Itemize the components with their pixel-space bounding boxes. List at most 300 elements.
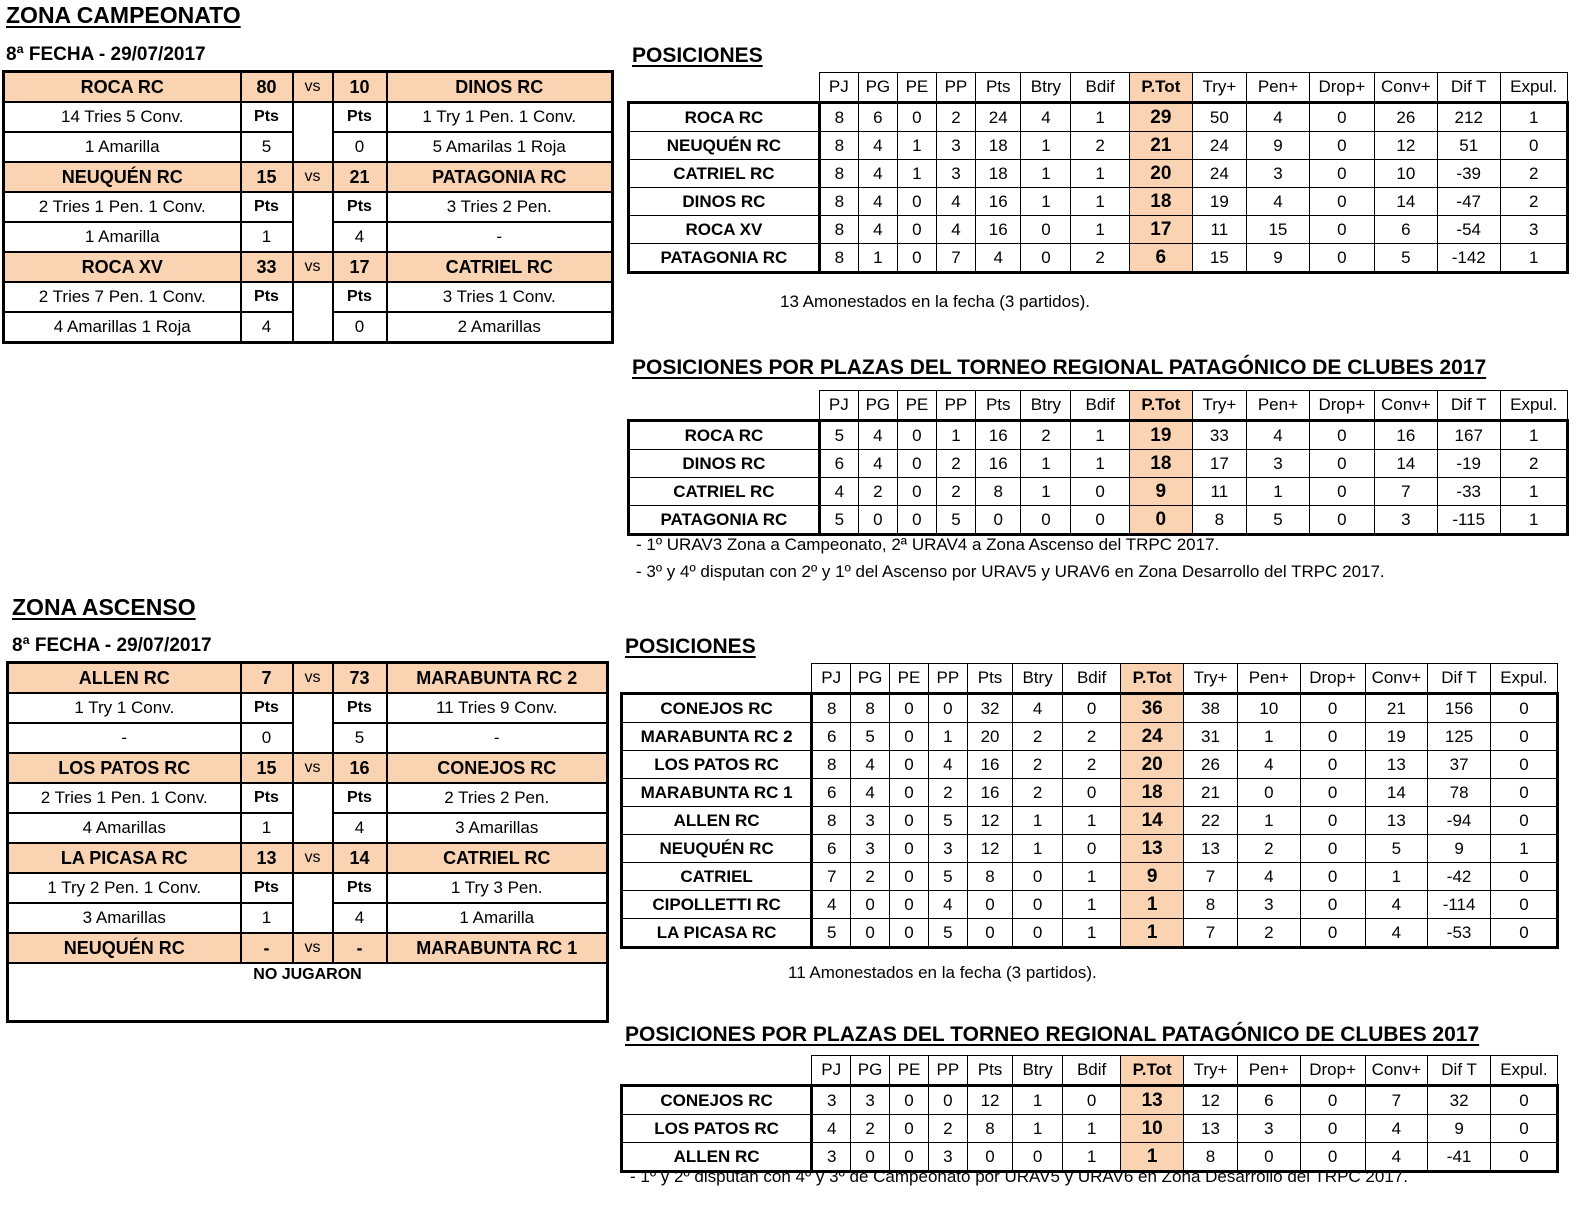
stat-cell: 8 [1183, 1143, 1237, 1172]
column-header: Bdif [1062, 664, 1120, 694]
stat-cell: -53 [1428, 919, 1491, 948]
stat-cell: 0 [1309, 188, 1374, 216]
stat-cell: 4 [851, 751, 890, 779]
stat-cell: 3 [928, 835, 967, 863]
stat-cell: 17 [1192, 450, 1246, 478]
stat-cell: 0 [858, 506, 897, 535]
stat-cell: 1 [1062, 807, 1120, 835]
stat-cell: 15 [1246, 216, 1309, 244]
stat-cell: 125 [1428, 723, 1491, 751]
stat-cell: 0 [1309, 160, 1374, 188]
away-cards: 1 Amarilla [387, 903, 608, 933]
stat-cell: 4 [1365, 1143, 1428, 1172]
stat-cell: 0 [1490, 891, 1557, 919]
stat-cell: -142 [1437, 244, 1500, 273]
stat-cell: 6 [812, 835, 851, 863]
stat-cell: 2 [936, 103, 975, 132]
column-header: Pts [975, 73, 1021, 103]
stat-cell: 4 [1246, 103, 1309, 132]
stat-cell: 10 [1374, 160, 1437, 188]
stat-cell: 10 [1121, 1115, 1184, 1143]
stat-cell: 2 [858, 478, 897, 506]
stat-cell: 13 [1183, 1115, 1237, 1143]
column-header: Try+ [1192, 391, 1246, 421]
column-header: P.Tot [1121, 664, 1184, 694]
stat-cell: 0 [851, 1143, 890, 1172]
stat-cell: 4 [1246, 421, 1309, 450]
team-name: MARABUNTA RC 2 [622, 723, 812, 751]
stat-cell: 16 [975, 216, 1021, 244]
campeonato-fecha: 8ª FECHA - 29/07/2017 [6, 44, 206, 65]
home-score: 15 [241, 162, 293, 192]
stat-cell: 10 [1238, 694, 1301, 723]
header-empty-cell [629, 391, 820, 421]
stat-cell: 13 [1365, 807, 1428, 835]
stat-cell: 13 [1121, 835, 1184, 863]
campeonato-note-2: - 3º y 4º disputan con 2º y 1º del Ascenso por URAV5 y URAV6 en Zona Desarrollo del TRPC 2017. [636, 562, 1385, 581]
stat-cell: 0 [890, 779, 929, 807]
away-cards: - [387, 222, 613, 252]
stat-cell: 2 [928, 779, 967, 807]
standings-row [622, 863, 1558, 891]
team-name: ROCA RC [629, 103, 820, 132]
stat-cell: 0 [890, 1115, 929, 1143]
stat-cell: 0 [1013, 863, 1063, 891]
separator-cell [293, 102, 333, 162]
column-header: Pen+ [1246, 391, 1309, 421]
away-team: DINOS RC [387, 72, 613, 103]
stat-cell: 20 [1129, 160, 1192, 188]
home-cards: - [8, 723, 241, 753]
stat-cell: 0 [1300, 807, 1365, 835]
stat-cell: 13 [1365, 751, 1428, 779]
stat-cell: 1 [1021, 160, 1071, 188]
away-score: 17 [333, 252, 387, 282]
stat-cell: 0 [1309, 478, 1374, 506]
vs-label: vs [293, 252, 333, 282]
stat-cell: 0 [897, 478, 936, 506]
stat-cell: 1 [1121, 919, 1184, 948]
stat-cell: 0 [1062, 1086, 1120, 1115]
stat-cell: 3 [1246, 450, 1309, 478]
stat-cell: 0 [1490, 779, 1557, 807]
campeonato-note-1: - 1º URAV3 Zona a Campeonato, 2ª URAV4 a Zona Ascenso del TRPC 2017. [636, 535, 1220, 554]
stat-cell: 5 [851, 723, 890, 751]
stat-cell: 12 [967, 835, 1012, 863]
stat-cell: 2 [1013, 723, 1063, 751]
stat-cell: -39 [1437, 160, 1500, 188]
stat-cell: 1 [1062, 891, 1120, 919]
away-card-points: 4 [333, 813, 387, 843]
stat-cell: 24 [1192, 160, 1246, 188]
stat-cell: 2 [936, 450, 975, 478]
stat-cell: 0 [1300, 863, 1365, 891]
standings-header-row [622, 664, 1558, 694]
standings-row [622, 694, 1558, 723]
home-cards: 3 Amarillas [8, 903, 241, 933]
pts-label: Pts [241, 282, 293, 312]
away-team: CATRIEL RC [387, 843, 608, 873]
stat-cell: -114 [1428, 891, 1491, 919]
stat-cell: 4 [1238, 751, 1301, 779]
away-scoring-detail: 1 Try 3 Pen. [387, 873, 608, 903]
stat-cell: 18 [1121, 779, 1184, 807]
stat-cell: 8 [819, 103, 858, 132]
zona-campeonato-title: ZONA CAMPEONATO [6, 2, 241, 28]
stat-cell: 18 [975, 132, 1021, 160]
stat-cell: 0 [1062, 694, 1120, 723]
stat-cell: 5 [928, 863, 967, 891]
home-score: 33 [241, 252, 293, 282]
stat-cell: 22 [1183, 807, 1237, 835]
no-jugaron-row [8, 963, 608, 1022]
stat-cell: 1 [1071, 103, 1130, 132]
ascenso-plazas-title: POSICIONES POR PLAZAS DEL TORNEO REGIONAL PATAGÓNICO DE CLUBES 2017 [625, 1023, 1480, 1046]
standings-header-row [622, 1056, 1558, 1086]
stat-cell: 0 [1021, 244, 1071, 273]
column-header: Btry [1013, 1056, 1063, 1086]
stat-cell: -54 [1437, 216, 1500, 244]
stat-cell: 0 [1490, 863, 1557, 891]
campeonato-plazas-title: POSICIONES POR PLAZAS DEL TORNEO REGIONAL PATAGÓNICO DE CLUBES 2017 [632, 356, 1487, 379]
stat-cell: 1 [1062, 863, 1120, 891]
stat-cell: 1 [1071, 450, 1130, 478]
match-detail-row [8, 693, 608, 723]
team-name: MARABUNTA RC 1 [622, 779, 812, 807]
campeonato-matches-table [2, 70, 614, 344]
stat-cell: 2 [1238, 919, 1301, 948]
column-header: Btry [1021, 391, 1071, 421]
home-cards: 1 Amarilla [4, 132, 241, 162]
pts-label: Pts [241, 102, 293, 132]
column-header: Pen+ [1238, 1056, 1301, 1086]
stat-cell: 2 [1500, 160, 1567, 188]
stat-cell: 14 [1374, 188, 1437, 216]
stat-cell: 5 [928, 807, 967, 835]
separator-cell [293, 873, 333, 933]
home-score: 80 [241, 72, 293, 103]
pts-label: Pts [241, 693, 293, 723]
team-name: LOS PATOS RC [622, 1115, 812, 1143]
away-cards: 2 Amarillas [387, 312, 613, 343]
away-scoring-detail: 1 Try 1 Pen. 1 Conv. [387, 102, 613, 132]
stat-cell: 4 [1246, 188, 1309, 216]
column-header: Pts [967, 1056, 1012, 1086]
stat-cell: 3 [812, 1143, 851, 1172]
column-header: PP [936, 73, 975, 103]
stat-cell: 2 [928, 1115, 967, 1143]
standings-row [629, 103, 1568, 132]
zona-ascenso-title: ZONA ASCENSO [12, 594, 196, 620]
stat-cell: 3 [1374, 506, 1437, 535]
stat-cell: -115 [1437, 506, 1500, 535]
home-cards: 4 Amarillas 1 Roja [4, 312, 241, 343]
standings-row [622, 1115, 1558, 1143]
away-card-points: 0 [333, 132, 387, 162]
stat-cell: 24 [1192, 132, 1246, 160]
away-score: 16 [333, 753, 387, 783]
stat-cell: 0 [1309, 506, 1374, 535]
pts-label: Pts [333, 282, 387, 312]
column-header: PJ [819, 391, 858, 421]
stat-cell: 14 [1374, 450, 1437, 478]
stat-cell: 1 [1246, 478, 1309, 506]
stat-cell: 0 [1309, 244, 1374, 273]
stat-cell: 6 [1238, 1086, 1301, 1115]
stat-cell: 2 [1500, 450, 1567, 478]
stat-cell: 2 [851, 863, 890, 891]
column-header: P.Tot [1121, 1056, 1184, 1086]
team-name: DINOS RC [629, 450, 820, 478]
stat-cell: 0 [897, 103, 936, 132]
column-header: PE [897, 73, 936, 103]
campeonato-plazas-table [627, 390, 1569, 536]
ascenso-amonestados: 11 Amonestados en la fecha (3 partidos). [788, 963, 1097, 982]
stat-cell: 0 [1300, 835, 1365, 863]
team-name: NEUQUÉN RC [629, 132, 820, 160]
standings-row [622, 919, 1558, 948]
stat-cell: 5 [936, 506, 975, 535]
stat-cell: 1 [1021, 132, 1071, 160]
home-cards: 1 Amarilla [4, 222, 241, 252]
stat-cell: 1 [1021, 188, 1071, 216]
column-header: PG [851, 664, 890, 694]
standings-header-row [629, 391, 1568, 421]
campeonato-standings-table [627, 72, 1569, 274]
stat-cell: -47 [1437, 188, 1500, 216]
stat-cell: 24 [1121, 723, 1184, 751]
home-scoring-detail: 2 Tries 1 Pen. 1 Conv. [4, 192, 241, 222]
stat-cell: 5 [819, 506, 858, 535]
stat-cell: 29 [1129, 103, 1192, 132]
stat-cell: 4 [1021, 103, 1071, 132]
ascenso-posiciones-title: POSICIONES [625, 635, 756, 658]
stat-cell: 7 [1374, 478, 1437, 506]
stat-cell: 16 [975, 188, 1021, 216]
team-name: CIPOLLETTI RC [622, 891, 812, 919]
team-name: ALLEN RC [622, 807, 812, 835]
ascenso-note-1: - 1º y 2º disputan con 4º y 3º de Campeonato por URAV5 y URAV6 en Zona Desarrollo del TRPC 2017. [630, 1167, 1408, 1186]
stat-cell: 9 [1121, 863, 1184, 891]
stat-cell: 0 [897, 244, 936, 273]
team-name: CATRIEL RC [629, 478, 820, 506]
stat-cell: 0 [1309, 132, 1374, 160]
match-team-row [4, 252, 613, 282]
pts-label: Pts [333, 192, 387, 222]
stat-cell: 0 [1490, 694, 1557, 723]
vs-label: vs [293, 933, 333, 963]
column-header: PJ [812, 1056, 851, 1086]
stat-cell: 1 [1021, 478, 1071, 506]
column-header: Bdif [1071, 391, 1130, 421]
stat-cell: 16 [967, 751, 1012, 779]
stat-cell: 4 [858, 421, 897, 450]
column-header: Conv+ [1365, 1056, 1428, 1086]
home-scoring-detail: 14 Tries 5 Conv. [4, 102, 241, 132]
stat-cell: -19 [1437, 450, 1500, 478]
stat-cell: 3 [851, 835, 890, 863]
stat-cell: 3 [1238, 891, 1301, 919]
home-team: LOS PATOS RC [8, 753, 241, 783]
home-score: - [241, 933, 293, 963]
vs-label: vs [293, 72, 333, 103]
stat-cell: 0 [1300, 1143, 1365, 1172]
stat-cell: 1 [1490, 835, 1557, 863]
column-header: P.Tot [1129, 73, 1192, 103]
away-cards: - [387, 723, 608, 753]
stat-cell: 20 [1121, 751, 1184, 779]
team-name: ROCA XV [629, 216, 820, 244]
stat-cell: 50 [1192, 103, 1246, 132]
stat-cell: 0 [1309, 421, 1374, 450]
stat-cell: 0 [1129, 506, 1192, 535]
team-name: ALLEN RC [622, 1143, 812, 1172]
stat-cell: 2 [1238, 835, 1301, 863]
team-name: LOS PATOS RC [622, 751, 812, 779]
stat-cell: 0 [1013, 1143, 1063, 1172]
stat-cell: 6 [1374, 216, 1437, 244]
stat-cell: 33 [1192, 421, 1246, 450]
stat-cell: 0 [1300, 779, 1365, 807]
column-header: Dif T [1437, 73, 1500, 103]
stat-cell: 0 [1490, 751, 1557, 779]
standings-header-row [629, 73, 1568, 103]
column-header: Expul. [1490, 664, 1557, 694]
pts-label: Pts [333, 693, 387, 723]
stat-cell: -94 [1428, 807, 1491, 835]
stat-cell: 51 [1437, 132, 1500, 160]
stat-cell: 9 [1428, 835, 1491, 863]
home-scoring-detail: 1 Try 2 Pen. 1 Conv. [8, 873, 241, 903]
stat-cell: 1 [936, 421, 975, 450]
column-header: Dif T [1428, 664, 1491, 694]
stat-cell: 0 [1490, 1086, 1557, 1115]
stat-cell: 0 [890, 891, 929, 919]
stat-cell: 3 [1500, 216, 1567, 244]
stat-cell: 5 [1246, 506, 1309, 535]
stat-cell: 8 [967, 1115, 1012, 1143]
stat-cell: 19 [1192, 188, 1246, 216]
stat-cell: 24 [975, 103, 1021, 132]
column-header: Expul. [1500, 391, 1567, 421]
separator-cell [293, 282, 333, 343]
stat-cell: 4 [1238, 863, 1301, 891]
stat-cell: 38 [1183, 694, 1237, 723]
stat-cell: 7 [812, 863, 851, 891]
home-score: 13 [241, 843, 293, 873]
stat-cell: 1 [1013, 1086, 1063, 1115]
stat-cell: 14 [1365, 779, 1428, 807]
column-header: PP [936, 391, 975, 421]
stat-cell: 5 [1374, 244, 1437, 273]
stat-cell: 3 [936, 160, 975, 188]
stat-cell: 0 [975, 506, 1021, 535]
home-card-points: 1 [241, 222, 293, 252]
column-header: PE [897, 391, 936, 421]
header-empty-cell [622, 1056, 812, 1086]
stat-cell: 9 [1246, 244, 1309, 273]
stat-cell: 0 [897, 216, 936, 244]
away-score: 21 [333, 162, 387, 192]
column-header: Bdif [1062, 1056, 1120, 1086]
stat-cell: 0 [1300, 751, 1365, 779]
stat-cell: 0 [1490, 807, 1557, 835]
stat-cell: 3 [1246, 160, 1309, 188]
column-header: PP [928, 664, 967, 694]
stat-cell: 78 [1428, 779, 1491, 807]
stat-cell: 0 [1062, 835, 1120, 863]
stat-cell: 2 [1021, 421, 1071, 450]
stat-cell: 1 [1013, 807, 1063, 835]
stat-cell: 1 [1013, 1115, 1063, 1143]
stat-cell: 4 [936, 216, 975, 244]
column-header: Drop+ [1309, 391, 1374, 421]
stat-cell: 0 [897, 506, 936, 535]
home-scoring-detail: 2 Tries 1 Pen. 1 Conv. [8, 783, 241, 813]
column-header: Pen+ [1246, 73, 1309, 103]
team-name: CATRIEL RC [629, 160, 820, 188]
column-header: PE [890, 1056, 929, 1086]
separator-cell [293, 693, 333, 753]
stat-cell: 32 [1428, 1086, 1491, 1115]
home-score: 7 [241, 663, 293, 694]
home-card-points: 4 [241, 312, 293, 343]
stat-cell: 4 [858, 216, 897, 244]
stat-cell: 4 [858, 188, 897, 216]
stat-cell: 1 [1121, 891, 1184, 919]
stat-cell: 1 [1071, 160, 1130, 188]
home-team: NEUQUÉN RC [8, 933, 241, 963]
stat-cell: 3 [812, 1086, 851, 1115]
vs-label: vs [293, 753, 333, 783]
stat-cell: 212 [1437, 103, 1500, 132]
stat-cell: 1 [1500, 103, 1567, 132]
away-card-points: 5 [333, 723, 387, 753]
stat-cell: 13 [1183, 835, 1237, 863]
away-team: MARABUNTA RC 1 [387, 933, 608, 963]
separator-cell [293, 783, 333, 843]
away-score: 10 [333, 72, 387, 103]
stat-cell: 0 [967, 919, 1012, 948]
stat-cell: 0 [1021, 506, 1071, 535]
stat-cell: 21 [1183, 779, 1237, 807]
column-header: Dif T [1428, 1056, 1491, 1086]
stat-cell: 0 [897, 450, 936, 478]
stat-cell: 0 [1013, 919, 1063, 948]
pts-label: Pts [241, 873, 293, 903]
column-header: Drop+ [1300, 664, 1365, 694]
stat-cell: 4 [1365, 1115, 1428, 1143]
column-header: Conv+ [1374, 391, 1437, 421]
stat-cell: 8 [819, 216, 858, 244]
standings-row [622, 835, 1558, 863]
stat-cell: 7 [1183, 919, 1237, 948]
stat-cell: 8 [819, 132, 858, 160]
pts-label: Pts [333, 783, 387, 813]
stat-cell: 12 [967, 1086, 1012, 1115]
stat-cell: 12 [967, 807, 1012, 835]
stat-cell: 1 [1071, 188, 1130, 216]
match-detail-row [4, 192, 613, 222]
ascenso-matches-table [6, 661, 609, 1023]
stat-cell: 8 [975, 478, 1021, 506]
column-header: Pen+ [1238, 664, 1301, 694]
stat-cell: 6 [819, 450, 858, 478]
stat-cell: 32 [967, 694, 1012, 723]
stat-cell: 0 [1021, 216, 1071, 244]
stat-cell: 16 [967, 779, 1012, 807]
home-cards: 4 Amarillas [8, 813, 241, 843]
